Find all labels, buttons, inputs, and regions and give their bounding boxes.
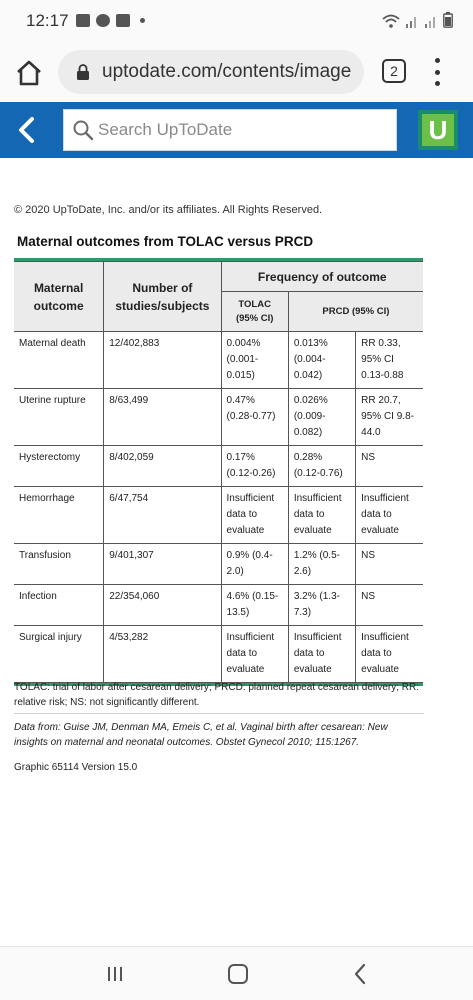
table-row bbox=[14, 332, 423, 389]
home-icon[interactable] bbox=[228, 964, 248, 984]
cell-prcd: Insufficient data to evaluate bbox=[288, 487, 355, 544]
table-row bbox=[14, 585, 423, 626]
source-citation: Data from: Guise JM, Denman MA, Emeis C, et al. Vaginal birth after cesarean: New insights on maternal and neonatal outcomes. Obstet Gynecol 2010; 115:1267. bbox=[14, 722, 388, 748]
cell-outcome: Hysterectomy bbox=[14, 446, 104, 487]
header-frequency-of-outcome: Frequency of outcome bbox=[221, 262, 423, 292]
system-navigation-bar bbox=[0, 946, 473, 1000]
system-icons bbox=[382, 12, 453, 28]
browser-toolbar bbox=[0, 44, 473, 102]
cell-outcome: Infection bbox=[14, 585, 104, 626]
cell-rr: NS bbox=[356, 544, 423, 585]
cell-rr: Insufficient data to evaluate bbox=[356, 487, 423, 544]
notification-icons bbox=[76, 14, 145, 27]
header-tolac: TOLAC (95% CI) bbox=[221, 292, 288, 332]
status-time: 12:17 bbox=[26, 11, 69, 30]
search-input[interactable] bbox=[98, 118, 388, 142]
signal-icon bbox=[424, 14, 438, 28]
cell-tolac: 0.004% (0.001-0.015) bbox=[221, 332, 288, 389]
cell-studies: 22/354,060 bbox=[104, 585, 221, 626]
cell-tolac: Insufficient data to evaluate bbox=[221, 487, 288, 544]
cell-outcome: Transfusion bbox=[14, 544, 104, 585]
menu-dot bbox=[435, 70, 440, 75]
outcomes-table bbox=[14, 258, 423, 686]
graphic-title: Maternal outcomes from TOLAC versus PRCD bbox=[17, 234, 314, 249]
cell-tolac: 0.47% (0.28-0.77) bbox=[221, 389, 288, 446]
gallery-icon bbox=[76, 14, 90, 27]
cell-rr: RR 0.33, 95% CI 0.13-0.88 bbox=[356, 332, 423, 389]
cell-rr: NS bbox=[356, 585, 423, 626]
status-bar bbox=[0, 0, 473, 44]
cell-studies: 6/47,754 bbox=[104, 487, 221, 544]
graphic-version: Graphic 65114 Version 15.0 bbox=[14, 762, 138, 773]
cell-rr: RR 20.7, 95% CI 9.8-44.0 bbox=[356, 389, 423, 446]
copyright-text: © 2020 UpToDate, Inc. and/or its affiliates. All Rights Reserved. bbox=[14, 204, 323, 216]
cell-tolac: 4.6% (0.15-13.5) bbox=[221, 585, 288, 626]
cell-outcome: Maternal death bbox=[14, 332, 104, 389]
header-number-of-studies: Number of studies/subjects bbox=[104, 262, 221, 332]
signal-icon bbox=[405, 14, 419, 28]
search-icon bbox=[72, 119, 94, 141]
table-row bbox=[14, 626, 423, 683]
table-row bbox=[14, 487, 423, 544]
more-notifications-icon bbox=[140, 18, 145, 23]
cell-rr: Insufficient data to evaluate bbox=[356, 626, 423, 683]
table-row bbox=[14, 544, 423, 585]
cell-tolac: Insufficient data to evaluate bbox=[221, 626, 288, 683]
back-icon[interactable] bbox=[352, 963, 368, 985]
table-row bbox=[14, 389, 423, 446]
cell-outcome: Uterine rupture bbox=[14, 389, 104, 446]
table-row bbox=[14, 446, 423, 487]
outcomes-table-grid bbox=[14, 261, 423, 683]
menu-dot bbox=[435, 81, 440, 86]
recent-apps-icon[interactable] bbox=[106, 965, 124, 983]
chat-icon bbox=[116, 14, 130, 27]
back-arrow-icon[interactable] bbox=[12, 114, 42, 146]
cell-prcd: 0.28% (0.12-0.76) bbox=[288, 446, 355, 487]
wifi-icon bbox=[382, 14, 400, 28]
cell-prcd: 1.2% (0.5-2.6) bbox=[288, 544, 355, 585]
cell-studies: 8/402,059 bbox=[104, 446, 221, 487]
cell-prcd: 3.2% (1.3-7.3) bbox=[288, 585, 355, 626]
abbreviations-footnote: TOLAC: trial of labor after cesarean delivery; PRCD: planned repeat cesarean delivery; RR: relative risk; NS: not significantly different. bbox=[14, 682, 420, 708]
lock-icon bbox=[76, 64, 90, 80]
cell-studies: 4/53,282 bbox=[104, 626, 221, 683]
footnote-divider bbox=[14, 713, 424, 714]
search-box[interactable] bbox=[63, 109, 397, 151]
cell-studies: 8/63,499 bbox=[104, 389, 221, 446]
uptodate-logo[interactable] bbox=[418, 110, 458, 150]
cell-outcome: Hemorrhage bbox=[14, 487, 104, 544]
cell-studies: 12/402,883 bbox=[104, 332, 221, 389]
cell-prcd: Insufficient data to evaluate bbox=[288, 626, 355, 683]
cell-rr: NS bbox=[356, 446, 423, 487]
address-bar[interactable] bbox=[58, 50, 364, 94]
cell-prcd: 0.013% (0.004-0.042) bbox=[288, 332, 355, 389]
home-button[interactable] bbox=[14, 58, 44, 88]
cell-outcome: Surgical injury bbox=[14, 626, 104, 683]
logo-letter: U bbox=[422, 114, 454, 146]
tab-switcher-button[interactable]: 2 bbox=[382, 59, 406, 83]
battery-icon bbox=[443, 12, 453, 28]
cell-studies: 9/401,307 bbox=[104, 544, 221, 585]
url-text: uptodate.com/contents/image bbox=[102, 61, 352, 82]
app-header bbox=[0, 102, 473, 158]
cell-tolac: 0.9% (0.4-2.0) bbox=[221, 544, 288, 585]
cell-tolac: 0.17% (0.12-0.26) bbox=[221, 446, 288, 487]
header-prcd: PRCD (95% CI) bbox=[288, 292, 423, 332]
whatsapp-icon bbox=[96, 14, 110, 27]
cell-prcd: 0.026% (0.009-0.082) bbox=[288, 389, 355, 446]
header-maternal-outcome: Maternal outcome bbox=[14, 262, 104, 332]
menu-dot bbox=[435, 58, 440, 63]
overflow-menu-button[interactable] bbox=[432, 58, 442, 86]
